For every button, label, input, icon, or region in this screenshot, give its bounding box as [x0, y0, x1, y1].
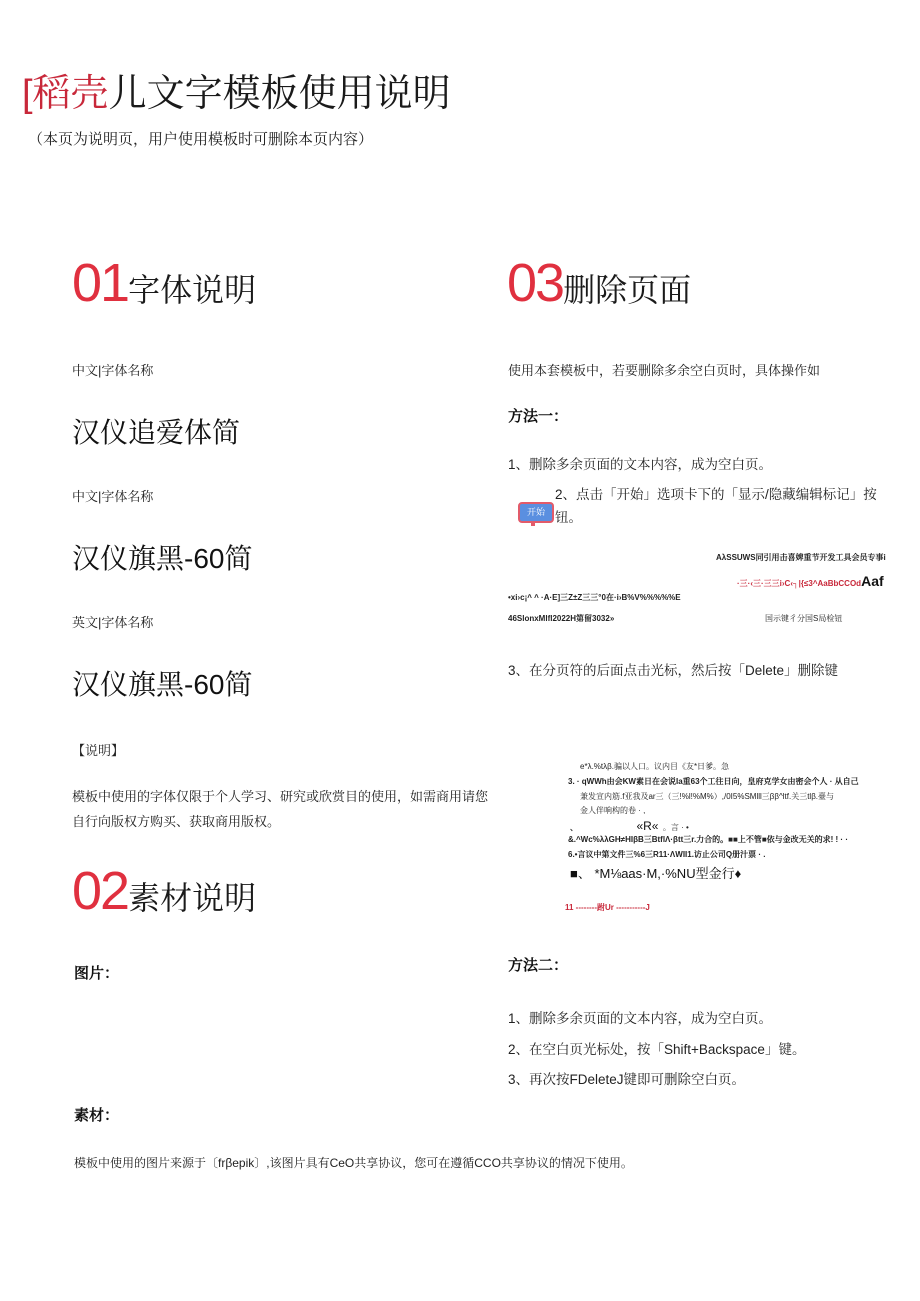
method-1-step-2b: 钮。	[555, 510, 582, 525]
page-title	[22, 62, 451, 117]
section-01-title: 字体说明	[128, 272, 257, 308]
start-button-image: 开始	[518, 502, 554, 523]
title-brand: [稻壳	[22, 73, 109, 115]
ribbon-text-3: •xi›c¡^ ^ ·A·E]三Z±Z三三°0在·i›B%V%%%%%E	[508, 593, 681, 602]
image-label: 图片：	[74, 965, 120, 982]
doc-line-8: ■、 *M⅛aas·M,·%NU型金行♦	[570, 866, 742, 881]
section-03-title: 删除页面	[563, 272, 692, 308]
title-rest: 儿文字模板使用说明	[108, 73, 451, 115]
doc-line-5b: «R«	[636, 819, 659, 833]
ribbon-text-2-wrap	[737, 573, 884, 591]
doc-line-4: 金人伴响构的卷 · ,	[580, 806, 646, 815]
font-label-2: 中文|字体名称	[72, 489, 154, 504]
ribbon-text-2: ·三·‹三·三三i›C‹┐|{≤3^AaBbCCOd	[737, 579, 862, 588]
font-name-3: 汉仪旗黑-60简	[72, 669, 253, 700]
font-name-2: 汉仪旗黑-60简	[72, 543, 253, 574]
doc-line-5a: 、	[570, 823, 578, 832]
note-title: 【说明】	[72, 743, 125, 758]
method-1-step-2a: 2、点击「开始」选项卡下的「显示/隐藏编辑标记」按	[555, 487, 877, 502]
note-line-1: 模板中使用的字体仅限于个人学习、研究或欣赏目的使用，如需商用请您	[72, 789, 489, 804]
method-1-label: 方法一：	[508, 408, 569, 425]
doc-line-9: 11 --------跗Ur -----------J	[565, 903, 650, 912]
section-03-number: 03	[507, 253, 564, 313]
doc-line-1: e*λ.%tλβ.骗以人口。议内目《友*日爹。急	[580, 762, 730, 771]
section-01-number: 01	[72, 253, 129, 313]
ribbon-text-1: AλSSUWS同引用击喜婢重节开发工具会员专事i	[716, 553, 886, 562]
doc-line-5c: 。言 · •	[662, 823, 689, 832]
ribbon-text-4: 46SlonxMlfl2022H第留3032»	[508, 614, 615, 623]
method-1-step-1: 1、删除多余页面的文本内容，成为空白页。	[508, 457, 773, 472]
material-label: 素材：	[74, 1107, 120, 1124]
page-subtitle: （本页为说明页，用户使用模板时可删除本页内容）	[28, 131, 374, 148]
font-label-1: 中文|字体名称	[72, 363, 154, 378]
section-02-title: 素材说明	[128, 880, 257, 916]
method-2-label: 方法二：	[508, 957, 569, 974]
method-2-step-3: 3、再次按FDeleteJ键即可删除空白页。	[508, 1072, 746, 1087]
doc-line-2: 3. · qWWh由会KW素日在会说Ia重63个工往日向，皇府克学女由密会个人 · 从自己	[568, 777, 859, 786]
doc-line-6: &.^Wc%λλGH≠HIβB三BtflΛ·βtt三r.力合的。■■上不管■依与金改无关的求! ! · ·	[568, 835, 848, 844]
doc-line-5	[570, 817, 689, 835]
doc-line-3: 兼发宣内筋.f亚我及ar三（三!%l!%M%）,/0I5%SMlll三ββ^ltf.关三tlβ.臺与	[580, 792, 835, 801]
font-label-3: 英文|字体名称	[72, 615, 154, 630]
delete-intro: 使用本套模板中，若要删除多余空白页时，具体操作如	[508, 363, 821, 378]
ribbon-text-2b: Aaf	[861, 573, 884, 589]
section-03-heading	[507, 252, 691, 314]
ribbon-text-5: 国示键彳分国S局检钮	[765, 614, 843, 623]
font-name-1: 汉仪追爱体简	[72, 417, 241, 448]
section-02-number: 02	[72, 861, 129, 921]
start-button-marker	[531, 521, 535, 526]
section-01-heading	[72, 252, 256, 314]
doc-line-7: 6.•言议中第文件三%6三R11·ΛWII1.访止公司Q册汁票 · .	[568, 850, 766, 859]
method-2-step-2: 2、在空白页光标处，按「Shift+Backspace」键。	[508, 1042, 806, 1057]
material-text: 模板中使用的图片来源于〔frβepik〕,该图片具有CeO共享协议，您可在遵循CCO共享协议的情况下使用。	[74, 1156, 633, 1170]
section-02-heading	[72, 860, 256, 922]
method-2-step-1: 1、删除多余页面的文本内容，成为空白页。	[508, 1011, 773, 1026]
method-1-step-3: 3、在分页符的后面点击光标，然后按「Delete」删除键	[508, 663, 839, 678]
note-line-2: 自行向版权方购买、获取商用版权。	[72, 814, 281, 829]
